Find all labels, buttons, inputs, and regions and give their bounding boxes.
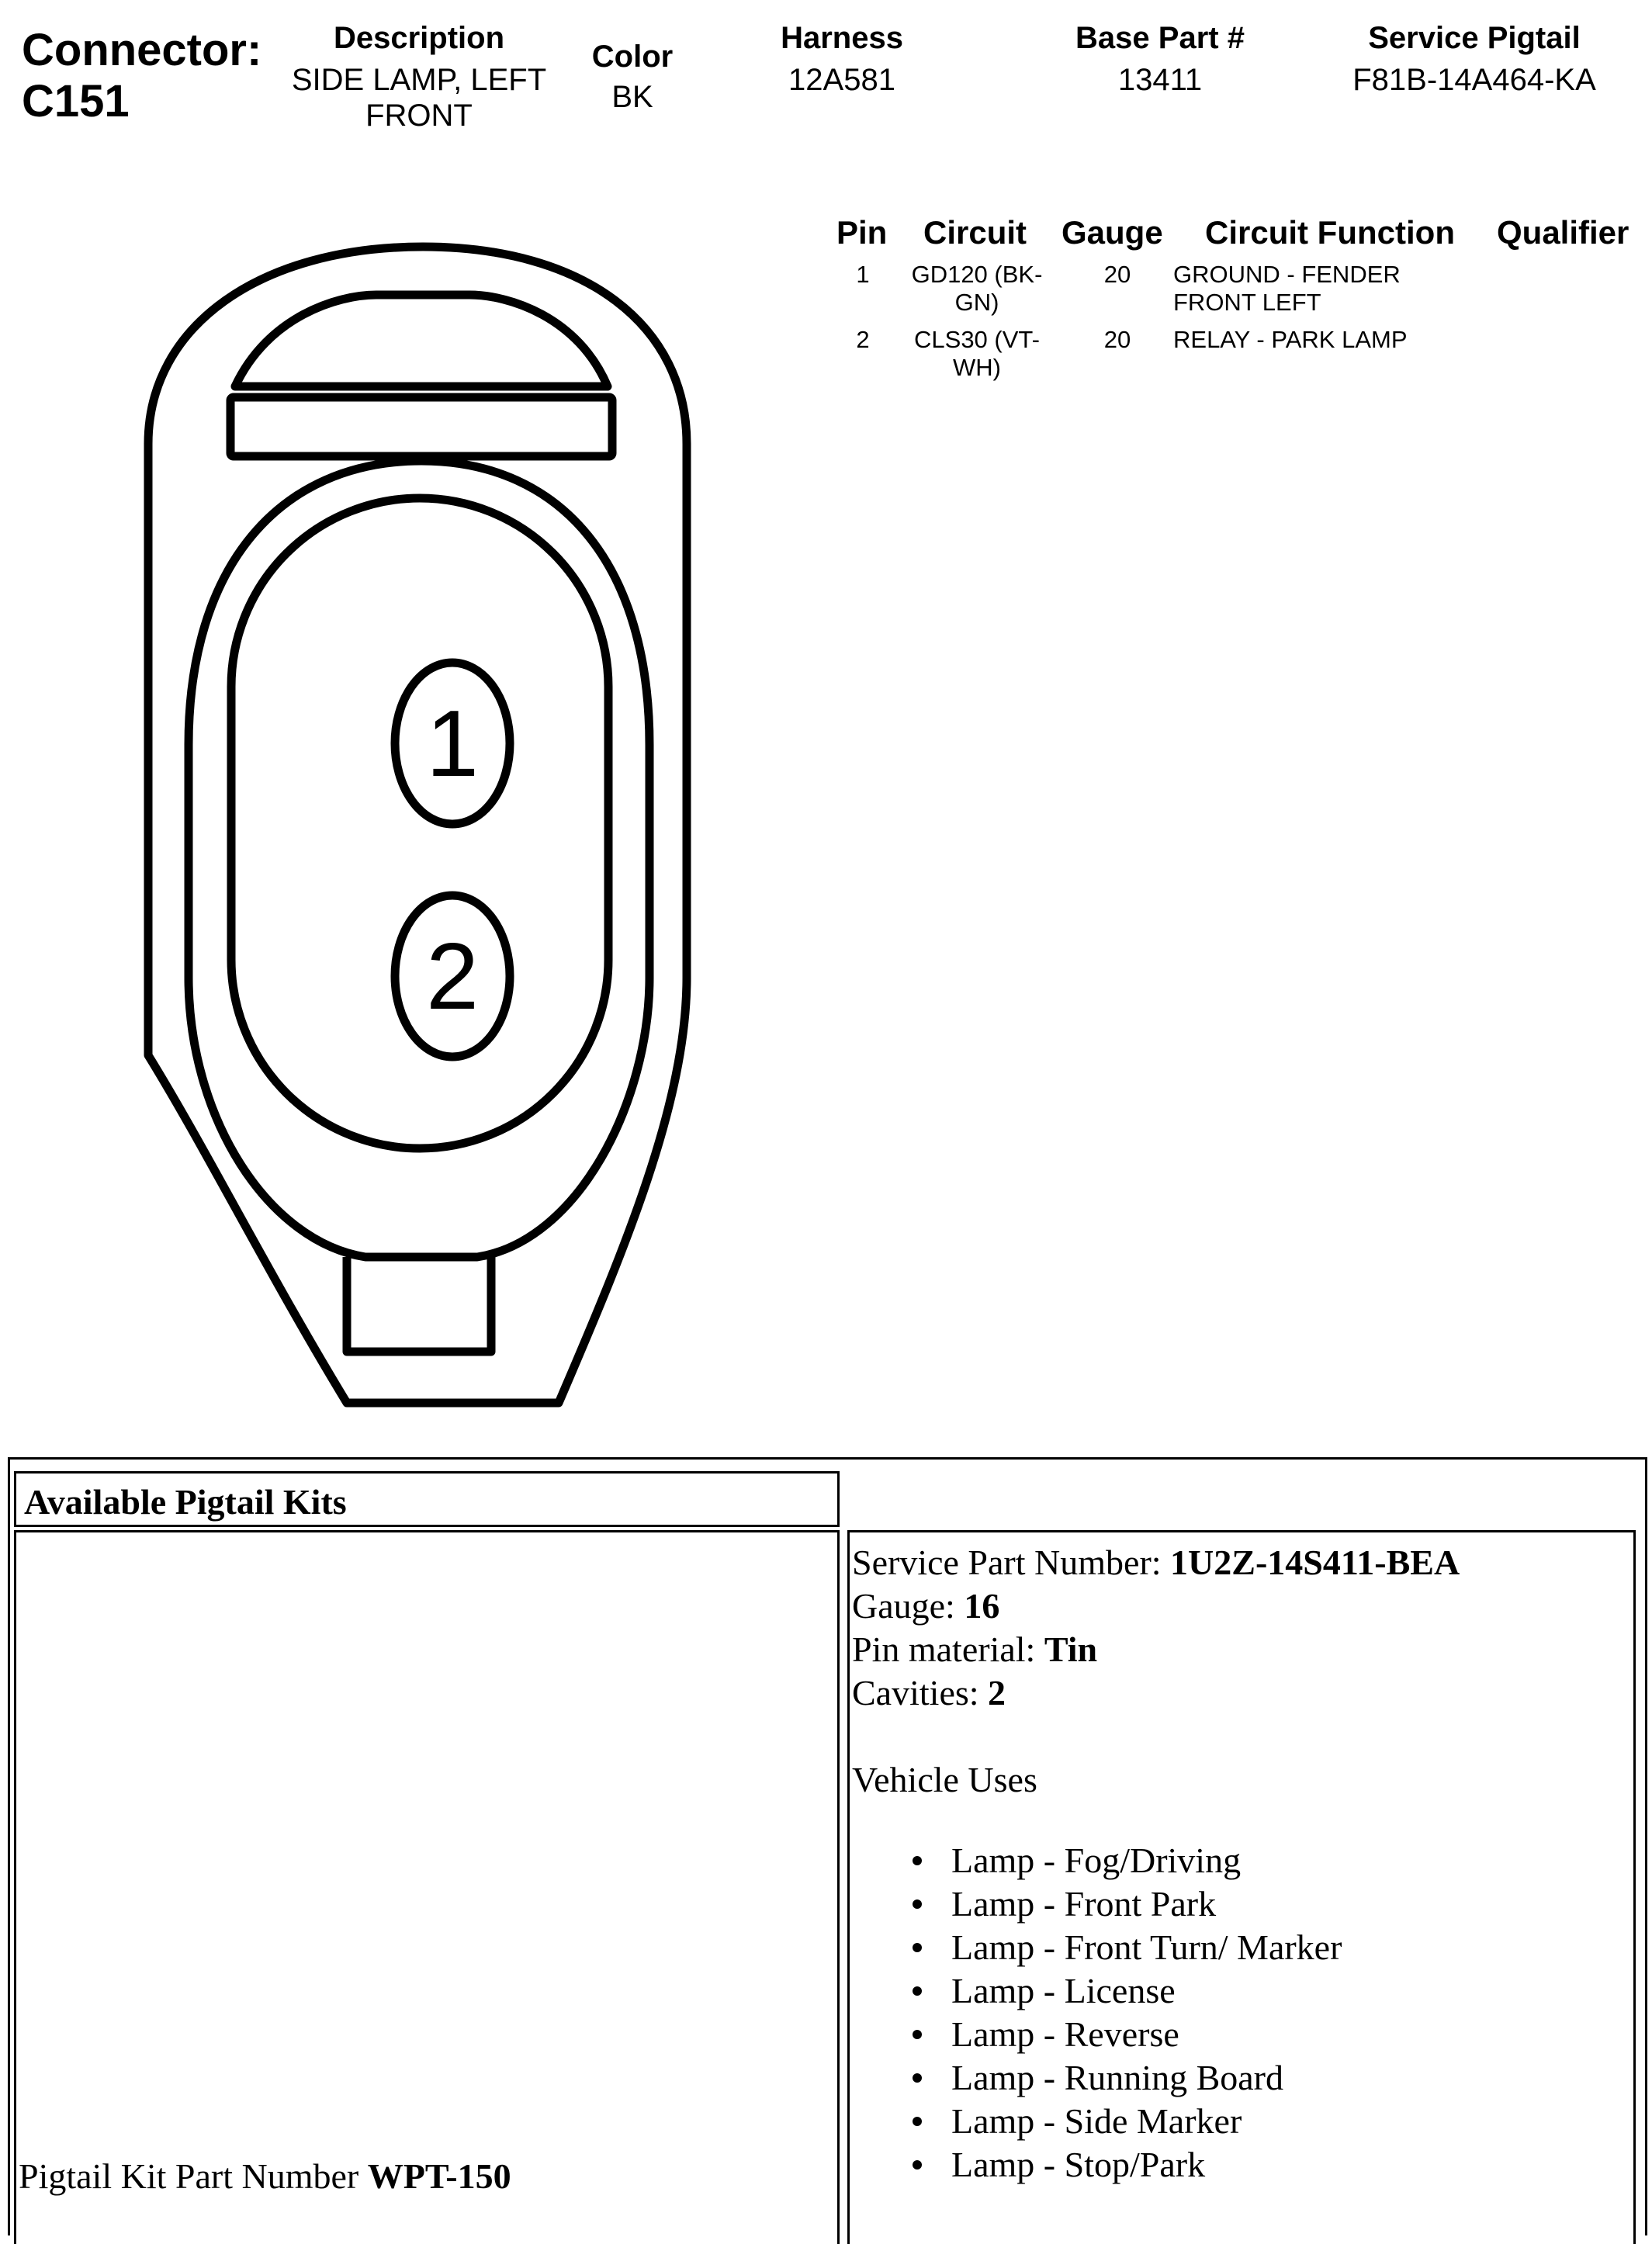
qualifier-header: Qualifier (1497, 214, 1629, 251)
bullet-icon (913, 1899, 922, 1909)
list-item (908, 1839, 1342, 1882)
cavities-label: Cavities: (852, 1673, 989, 1712)
list-item (908, 2013, 1342, 2056)
cavity-area (231, 498, 608, 1148)
vehicle-use-text: Lamp - Side Marker (951, 2101, 1242, 2141)
kit-part-value: WPT-150 (367, 2156, 511, 2196)
cavities-info (852, 1671, 1006, 1715)
kit-part-number (19, 2156, 511, 2197)
list-item (908, 2056, 1342, 2100)
list-item (908, 1882, 1342, 1926)
list-item (908, 2143, 1342, 2187)
pigtail-kits-title: Available Pigtail Kits (24, 1482, 347, 1522)
pin-header: Pin (836, 214, 888, 251)
circuit-function-header: Circuit Function (1205, 214, 1455, 251)
description-column (256, 19, 582, 133)
vehicle-use-text: Lamp - Front Park (951, 1884, 1217, 1924)
connector-title (22, 25, 261, 127)
bullet-icon (913, 2160, 922, 2170)
pin-1-label: 1 (426, 691, 479, 796)
list-item (908, 1969, 1342, 2013)
pin-number: 2 (856, 326, 870, 353)
function-cell (1173, 261, 1401, 317)
pin-material-info (852, 1628, 1097, 1671)
function-line: FRONT LEFT (1173, 289, 1321, 316)
circuit-line: GN) (954, 289, 999, 316)
key-tab (347, 1257, 491, 1352)
base-part-header: Base Part # (1075, 21, 1245, 55)
service-part-number (852, 1541, 1460, 1584)
service-pigtail-header: Service Pigtail (1368, 21, 1581, 55)
vehicle-use-text: Lamp - Stop/Park (951, 2145, 1206, 2184)
description-header: Description (333, 21, 505, 55)
color-header: Color (591, 40, 674, 74)
bullet-icon (913, 2073, 922, 2083)
color-value: BK (611, 80, 653, 114)
circuit-line: WH) (953, 354, 1001, 381)
gauge-cell: 20 (1103, 261, 1131, 288)
gauge-header: Gauge (1062, 214, 1163, 251)
bullet-icon (913, 1986, 922, 1996)
gauge-value: 16 (964, 1586, 1000, 1626)
vehicle-use-text: Lamp - Fog/Driving (951, 1841, 1242, 1880)
circuit-cell (892, 261, 1062, 317)
base-part-column (1048, 19, 1273, 98)
cavities-value: 2 (988, 1673, 1006, 1712)
latch-dome (235, 295, 608, 386)
connector-face-diagram (144, 233, 702, 1420)
service-pigtail-column (1319, 19, 1629, 98)
color-column (566, 37, 698, 115)
gauge-info (852, 1584, 999, 1628)
service-part-label: Service Part Number: (852, 1543, 1171, 1582)
service-part-value: 1U2Z-14S411-BEA (1170, 1543, 1460, 1582)
vehicle-use-text: Lamp - Running Board (951, 2058, 1283, 2097)
service-pigtail-value: F81B-14A464-KA (1352, 63, 1596, 97)
function-line: RELAY - PARK LAMP (1173, 326, 1408, 353)
circuit-header: Circuit (923, 214, 1027, 251)
pin-material-label: Pin material: (852, 1629, 1044, 1669)
vehicle-use-text: Lamp - Front Turn/ Marker (951, 1927, 1342, 1967)
gauge-label: Gauge: (852, 1586, 965, 1626)
list-item (908, 2100, 1342, 2143)
base-part-value: 13411 (1117, 63, 1203, 97)
circuit-line: GD120 (BK- (911, 261, 1043, 288)
pigtail-image-cell (14, 1530, 840, 2244)
harness-column (737, 19, 947, 98)
function-line: GROUND - FENDER (1173, 261, 1401, 288)
vehicle-uses-list (908, 1839, 1342, 2187)
bullet-icon (913, 1856, 922, 1865)
circuit-cell (892, 326, 1062, 382)
bullet-icon (913, 1943, 922, 1952)
circuit-line: CLS30 (VT- (914, 326, 1040, 353)
pigtail-kits-header (14, 1471, 840, 1527)
vehicle-use-text: Lamp - Reverse (951, 2014, 1179, 2054)
bullet-icon (913, 2117, 922, 2126)
kit-part-label: Pigtail Kit Part Number (19, 2156, 368, 2196)
pin-number: 1 (856, 261, 870, 288)
latch-bar (230, 397, 612, 456)
description-line-2: FRONT (365, 99, 473, 133)
connector-id: C151 (22, 76, 130, 126)
pin-2-label: 2 (426, 923, 479, 1029)
gauge-cell: 20 (1103, 326, 1131, 353)
pin-material-value: Tin (1044, 1629, 1098, 1669)
bullet-icon (913, 2030, 922, 2039)
list-item (908, 1926, 1342, 1969)
connector-label: Connector: (22, 25, 262, 75)
vehicle-uses-heading: Vehicle Uses (852, 1760, 1037, 1799)
description-value (256, 62, 582, 133)
vehicle-use-text: Lamp - License (951, 1971, 1176, 2010)
function-cell (1173, 326, 1408, 354)
harness-header: Harness (781, 21, 903, 55)
description-line-1: SIDE LAMP, LEFT (291, 63, 547, 97)
harness-value: 12A581 (788, 63, 895, 97)
